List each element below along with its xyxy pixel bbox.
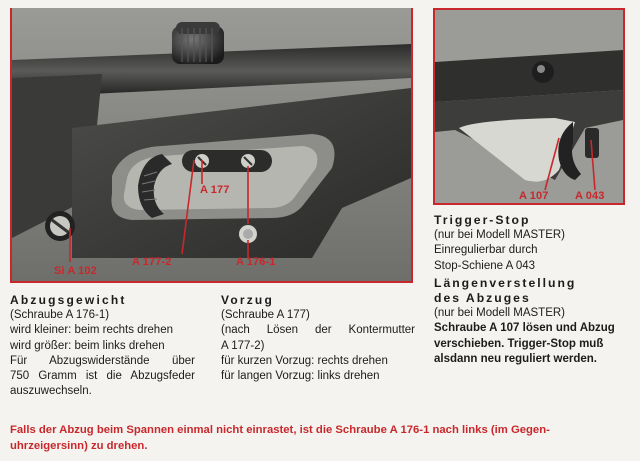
- trigger-stop-line: Einregulierbar durch: [434, 244, 538, 257]
- laengenverstellung-title-2: des Abzuges: [434, 291, 531, 306]
- vorzug-line: A 177-2): [221, 339, 265, 352]
- trigger-stop-line: Stop-Schiene A 043: [434, 259, 536, 272]
- trigger-stop-illustration: [435, 10, 623, 203]
- abzugsgewicht-line: wird größer: beim links drehen: [10, 339, 165, 352]
- laengenverstellung-title: Längenverstellung: [434, 275, 577, 290]
- abzugsgewicht-subtitle: (Schraube A 176-1): [10, 309, 110, 322]
- section-master: [434, 213, 634, 367]
- vorzug-line: (nach Lösen der Kontermutter: [221, 324, 415, 337]
- abzugsgewicht-line: auszuwechseln.: [10, 385, 92, 398]
- callout-a043: A 043: [575, 190, 605, 202]
- trigger-mechanism-illustration: [12, 8, 411, 281]
- vorzug-line: für langen Vorzug: links drehen: [221, 370, 380, 383]
- laengenverstellung-line: verschieben. Trigger-Stop muß: [434, 337, 604, 350]
- section-vorzug: [221, 293, 415, 384]
- vorzug-line: für kurzen Vorzug: rechts drehen: [221, 354, 388, 367]
- abzugsgewicht-line: Für Abzugswiderstände über: [10, 354, 195, 367]
- vorzug-subtitle: (Schraube A 177): [221, 309, 310, 322]
- callout-si-a102: Si A 102: [54, 265, 97, 277]
- abzugsgewicht-line: 750 Gramm ist die Abzugsfeder: [10, 370, 195, 383]
- laengenverstellung-subtitle: (nur bei Modell MASTER): [434, 307, 566, 320]
- callout-a176-1: A 176-1: [236, 256, 276, 268]
- abzugsgewicht-line: wird kleiner: beim rechts drehen: [10, 324, 173, 337]
- section-abzugsgewicht: [10, 293, 195, 399]
- footer-note: Falls der Abzug beim Spannen einmal nicht einrastet, ist die Schraube A 176-1 nach links (im Gegen- uhrzeigersinn) zu drehen.: [10, 424, 550, 452]
- laengenverstellung-line: alsdann neu reguliert werden.: [434, 352, 597, 365]
- laengenverstellung-line: Schraube A 107 lösen und Abzug: [434, 322, 615, 335]
- abzugsgewicht-title: Abzugsgewicht: [10, 293, 127, 307]
- trigger-photo-master: [433, 8, 625, 205]
- callout-a177: A 177: [200, 184, 230, 196]
- callout-a177-2: A 177-2: [132, 256, 172, 268]
- trigger-stop-title: Trigger-Stop: [434, 213, 531, 227]
- callout-a107: A 107: [519, 190, 549, 202]
- vorzug-title: Vorzug: [221, 293, 274, 307]
- trigger-stop-subtitle: (nur bei Modell MASTER): [434, 229, 566, 242]
- trigger-photo-main: [10, 8, 413, 283]
